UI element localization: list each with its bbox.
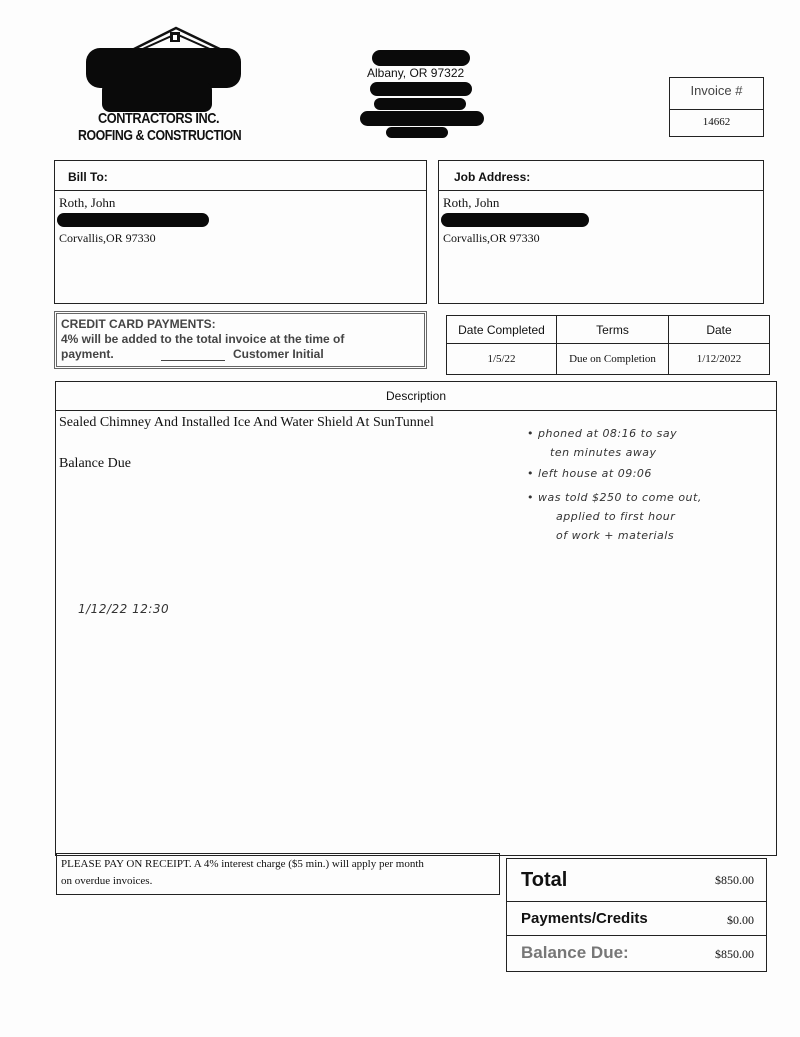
company-tagline: ROOFING & CONSTRUCTION: [78, 128, 242, 144]
bill-to-box: [54, 160, 427, 304]
company-name: CONTRACTORS INC.: [98, 110, 220, 127]
description-line1: Sealed Chimney And Installed Ice And Water Shield At SunTunnel: [59, 415, 434, 430]
bill-to-city: Corvallis,OR 97330: [59, 231, 156, 245]
invoice-number-box: [669, 77, 764, 137]
credit-card-line3a: payment.: [61, 347, 114, 361]
redacted-block: [370, 82, 472, 96]
credit-card-line2: 4% will be added to the total invoice at the time of: [61, 332, 345, 346]
job-address-heading: Job Address:: [454, 170, 531, 184]
value-date-completed: 1/5/22: [487, 353, 516, 365]
balance-value: $850.00: [715, 947, 754, 961]
value-date: 1/12/2022: [696, 353, 742, 365]
handwritten-note: applied to first hour: [556, 510, 676, 523]
redacted-block: [441, 213, 589, 227]
handwritten-note: • left house at 09:06: [527, 467, 652, 480]
job-address-city: Corvallis,OR 97330: [443, 231, 540, 245]
payments-value: $0.00: [727, 913, 754, 927]
bill-to-name: Roth, John: [59, 195, 116, 210]
initial-blank-line: [161, 360, 225, 361]
credit-card-line1: CREDIT CARD PAYMENTS:: [61, 317, 216, 331]
company-logo: [80, 20, 250, 150]
company-city: Albany, OR 97322: [367, 66, 465, 80]
header-date-completed: Date Completed: [458, 322, 545, 337]
credit-card-line3b: Customer Initial: [233, 347, 324, 361]
value-terms: Due on Completion: [569, 353, 656, 365]
redacted-block: [57, 213, 209, 227]
redacted-block: [360, 111, 484, 126]
total-value: $850.00: [715, 873, 754, 887]
header-date: Date: [706, 322, 732, 337]
credit-card-notice: [54, 311, 427, 369]
header-terms: Terms: [596, 322, 629, 337]
job-address-box: [438, 160, 764, 304]
bill-to-heading: Bill To:: [68, 170, 108, 184]
invoice-number: 14662: [702, 116, 731, 128]
redacted-block: [372, 50, 470, 66]
handwritten-note: ten minutes away: [550, 446, 657, 459]
handwritten-note: • phoned at 08:16 to say: [527, 427, 678, 440]
invoice-label: Invoice #: [690, 83, 743, 98]
payment-terms-note: [56, 853, 500, 895]
description-heading: Description: [385, 389, 447, 403]
balance-label: Balance Due:: [521, 943, 629, 962]
description-line2: Balance Due: [59, 456, 131, 471]
footer-note-line2: on overdue invoices.: [61, 875, 153, 887]
redacted-block: [374, 98, 466, 110]
footer-note-line1: PLEASE PAY ON RECEIPT. A 4% interest charge ($5 min.) will apply per month: [61, 858, 424, 870]
totals-box: [506, 858, 767, 972]
job-address-name: Roth, John: [443, 195, 500, 210]
handwritten-note: • was told $250 to come out,: [527, 491, 702, 504]
handwritten-note: of work + materials: [556, 529, 675, 542]
description-box: [55, 381, 777, 856]
redacted-block: [386, 127, 448, 138]
payments-label: Payments/Credits: [521, 910, 648, 927]
redacted-block: [102, 82, 212, 112]
handwritten-date: 1/12/22 12:30: [78, 602, 170, 616]
info-table: [446, 315, 770, 375]
total-label: Total: [521, 869, 568, 891]
